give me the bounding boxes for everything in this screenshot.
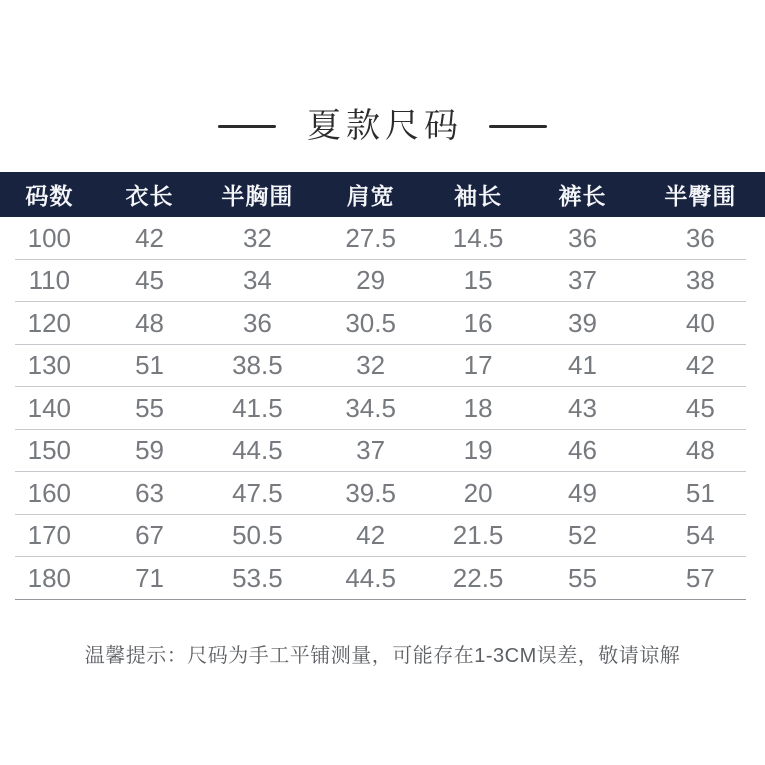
table-cell: 36 (242, 307, 272, 338)
table-cell: 67 (135, 520, 164, 551)
table-cell: 30.5 (345, 307, 396, 338)
table-cell: 54 (685, 520, 715, 551)
table-cell: 49 (568, 477, 597, 508)
header-cell-sleeve: 袖长 (454, 183, 503, 209)
table-row (0, 302, 765, 345)
header-cell-size: 码数 (25, 183, 74, 209)
table-cell: 47.5 (232, 477, 283, 508)
table-cell: 45 (135, 265, 164, 296)
table-cell: 38 (685, 265, 715, 296)
table-cell: 180 (27, 562, 72, 593)
table-cell: 19 (463, 435, 493, 466)
table-cell: 29 (356, 265, 386, 296)
table-cell: 42 (356, 520, 386, 551)
table-cell: 51 (685, 477, 715, 508)
table-cell: 44.5 (345, 562, 396, 593)
size-table-header (0, 172, 765, 217)
table-cell: 55 (135, 392, 164, 423)
table-cell: 40 (685, 307, 715, 338)
table-cell: 41.5 (232, 392, 283, 423)
table-cell: 48 (135, 307, 164, 338)
table-row (0, 260, 765, 303)
table-cell: 20 (463, 477, 493, 508)
header-cell-length: 衣长 (125, 183, 174, 209)
table-cell: 36 (568, 222, 597, 253)
table-cell: 43 (568, 392, 597, 423)
table-cell: 140 (27, 392, 72, 423)
table-row (0, 557, 765, 600)
table-cell: 15 (463, 265, 493, 296)
table-cell: 14.5 (452, 222, 504, 253)
table-cell: 42 (135, 222, 164, 253)
table-cell: 150 (27, 435, 72, 466)
header-cell-pants-length: 裤长 (558, 183, 607, 209)
table-cell: 57 (685, 562, 715, 593)
table-row (0, 387, 765, 430)
table-cell: 55 (568, 562, 597, 593)
table-cell: 130 (27, 350, 72, 381)
table-cell: 21.5 (452, 520, 504, 551)
table-cell: 52 (568, 520, 597, 551)
table-row (0, 515, 765, 558)
title-dash-right-icon (489, 125, 547, 128)
table-cell: 27.5 (345, 222, 396, 253)
table-cell: 71 (135, 562, 164, 593)
table-cell: 170 (27, 520, 72, 551)
table-cell: 39.5 (345, 477, 396, 508)
table-cell: 46 (568, 435, 597, 466)
table-row (0, 217, 765, 260)
table-cell: 63 (135, 477, 164, 508)
table-cell: 100 (27, 222, 72, 253)
size-table-body (0, 217, 765, 600)
size-chart-title-row (0, 104, 765, 148)
table-cell: 16 (463, 307, 493, 338)
table-cell: 22.5 (452, 562, 504, 593)
measurement-note: 温馨提示：尺码为手工平铺测量，可能存在1-3CM误差，敬请谅解 (84, 645, 681, 667)
table-cell: 32 (242, 222, 272, 253)
size-chart-title: 夏款尺码 (307, 107, 463, 145)
header-cell-half-hip: 半臀围 (664, 183, 737, 209)
table-cell: 36 (685, 222, 715, 253)
table-cell: 42 (685, 350, 715, 381)
table-cell: 51 (135, 350, 164, 381)
title-dash-left-icon (218, 125, 276, 128)
table-cell: 110 (28, 265, 71, 296)
table-cell: 120 (27, 307, 72, 338)
table-cell: 37 (568, 265, 597, 296)
table-row (0, 345, 765, 388)
table-cell: 41 (568, 350, 597, 381)
table-cell: 53.5 (232, 562, 283, 593)
table-cell: 18 (463, 392, 493, 423)
table-cell: 160 (27, 477, 72, 508)
table-cell: 37 (356, 435, 386, 466)
table-cell: 45 (685, 392, 715, 423)
table-cell: 34.5 (345, 392, 396, 423)
table-cell: 44.5 (232, 435, 283, 466)
table-cell: 38.5 (232, 350, 283, 381)
header-cell-half-chest: 半胸围 (221, 183, 294, 209)
table-row (0, 430, 765, 473)
table-cell: 48 (685, 435, 715, 466)
table-cell: 39 (568, 307, 597, 338)
table-cell: 17 (463, 350, 493, 381)
table-cell: 59 (135, 435, 164, 466)
table-cell: 32 (356, 350, 386, 381)
table-cell: 50.5 (232, 520, 283, 551)
table-cell: 34 (242, 265, 272, 296)
table-row (0, 472, 765, 515)
header-cell-shoulder: 肩宽 (346, 183, 395, 209)
